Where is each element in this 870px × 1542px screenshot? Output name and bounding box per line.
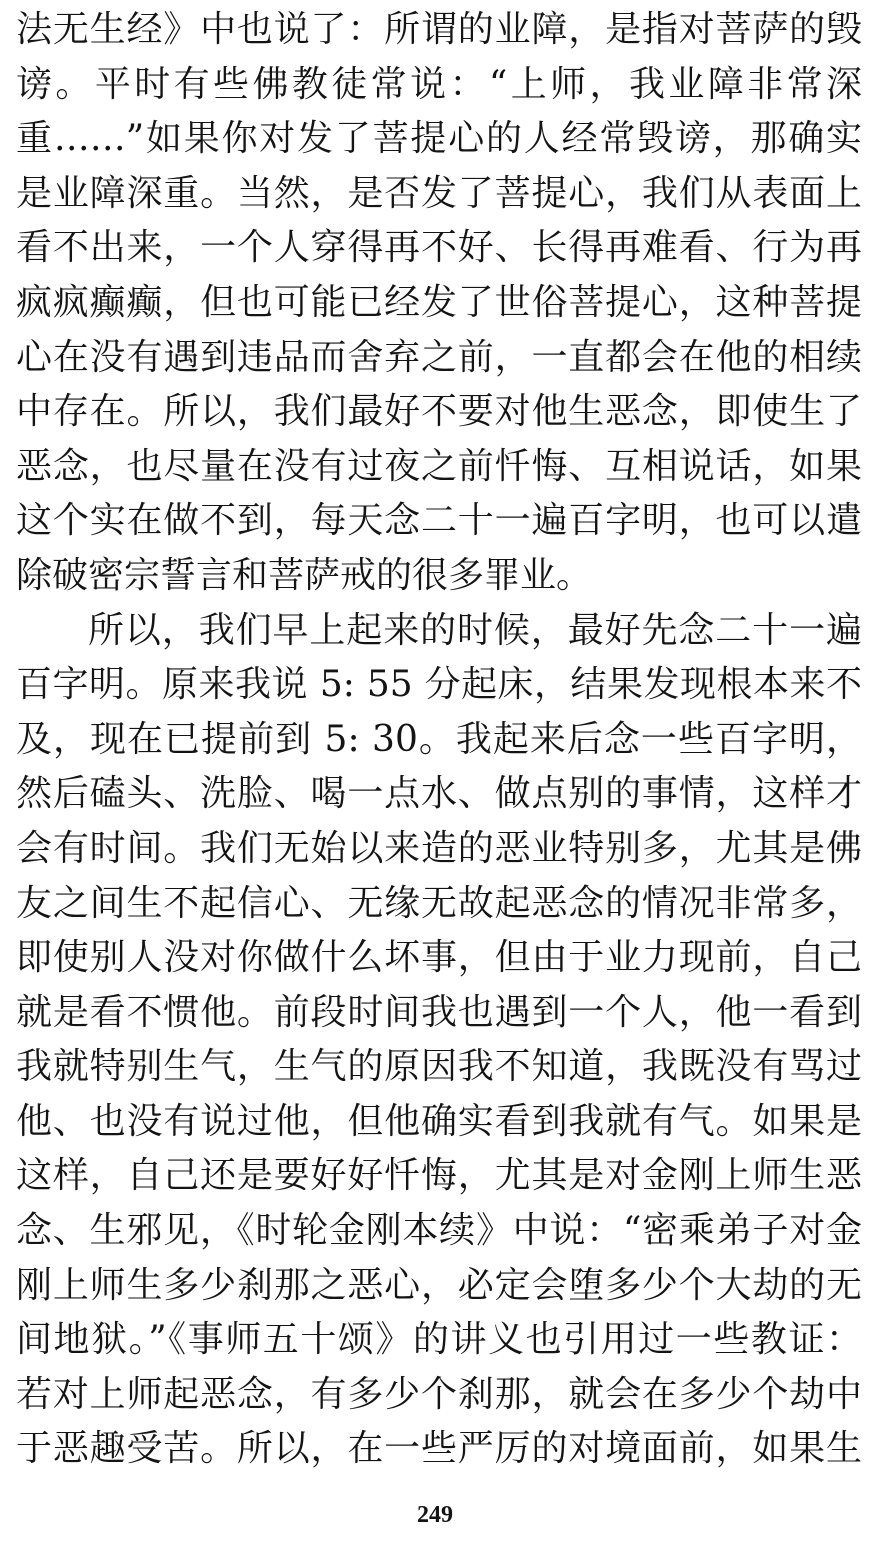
text-line: 心在没有遇到违品而舍弃之前，一直都会在他的相续 <box>16 336 862 378</box>
text-line: 他、也没有说过他，但他确实看到我就有气。如果是 <box>16 1100 862 1142</box>
text-line: 念、生邪见，《时轮金刚本续》中说：“密乘弟子对金 <box>16 1210 862 1252</box>
text-line: 中存在。所以，我们最好不要对他生恶念，即使生了 <box>16 391 862 433</box>
page-number: 249 <box>417 1502 453 1528</box>
text-line: 我就特别生气，生气的原因我不知道，我既没有骂过 <box>16 1046 862 1088</box>
text-line: 间地狱。”《事师五十颂》的讲义也引用过一些教证： <box>16 1319 862 1361</box>
text-line: 会有时间。我们无始以来造的恶业特别多，尤其是佛 <box>16 827 862 869</box>
text-line: 若对上师起恶念，有多少个刹那，就会在多少个劫中 <box>16 1373 862 1415</box>
text-line: 及，现在已提前到 5: 30。我起来后念一些百字明， <box>16 718 862 760</box>
text-line: 疯疯癫癫，但也可能已经发了世俗菩提心，这种菩提 <box>16 281 862 323</box>
text-line: 恶念，也尽量在没有过夜之前忏悔、互相说话，如果 <box>16 445 862 487</box>
text-line: 就是看不惯他。前段时间我也遇到一个人，他一看到 <box>16 991 862 1033</box>
body-text <box>16 3 862 1477</box>
text-line: 谤。平时有些佛教徒常说：“上师，我业障非常深 <box>16 63 862 105</box>
text-line: 是业障深重。当然，是否发了菩提心，我们从表面上 <box>16 172 862 214</box>
text-line: 刚上师生多少刹那之恶心，必定会堕多少个大劫的无 <box>16 1264 862 1306</box>
text-line: 然后磕头、洗脸、喝一点水、做点别的事情，这样才 <box>16 773 862 815</box>
text-line: 这样，自己还是要好好忏悔，尤其是对金刚上师生恶 <box>16 1155 862 1197</box>
text-line: 看不出来，一个人穿得再不好、长得再难看、行为再 <box>16 227 862 269</box>
text-line: 友之间生不起信心、无缘无故起恶念的情况非常多， <box>16 882 862 924</box>
paragraph-start-line: 所以，我们早上起来的时候，最好先念二十一遍 <box>88 609 862 651</box>
text-line: 重……”如果你对发了菩提心的人经常毁谤，那确实 <box>16 118 862 160</box>
paragraph-end-line: 除破密宗誓言和菩萨戒的很多罪业。 <box>16 554 593 596</box>
text-line: 即使别人没对你做什么坏事，但由于业力现前，自己 <box>16 937 862 979</box>
text-line: 这个实在做不到，每天念二十一遍百字明，也可以遣 <box>16 500 862 542</box>
text-line: 于恶趣受苦。所以，在一些严厉的对境面前，如果生 <box>16 1428 862 1470</box>
text-line: 法无生经》中也说了：所谓的业障，是指对菩萨的毁 <box>16 9 862 50</box>
text-line: 百字明。原来我说 5: 55 分起床，结果发现根本来不 <box>16 664 862 706</box>
